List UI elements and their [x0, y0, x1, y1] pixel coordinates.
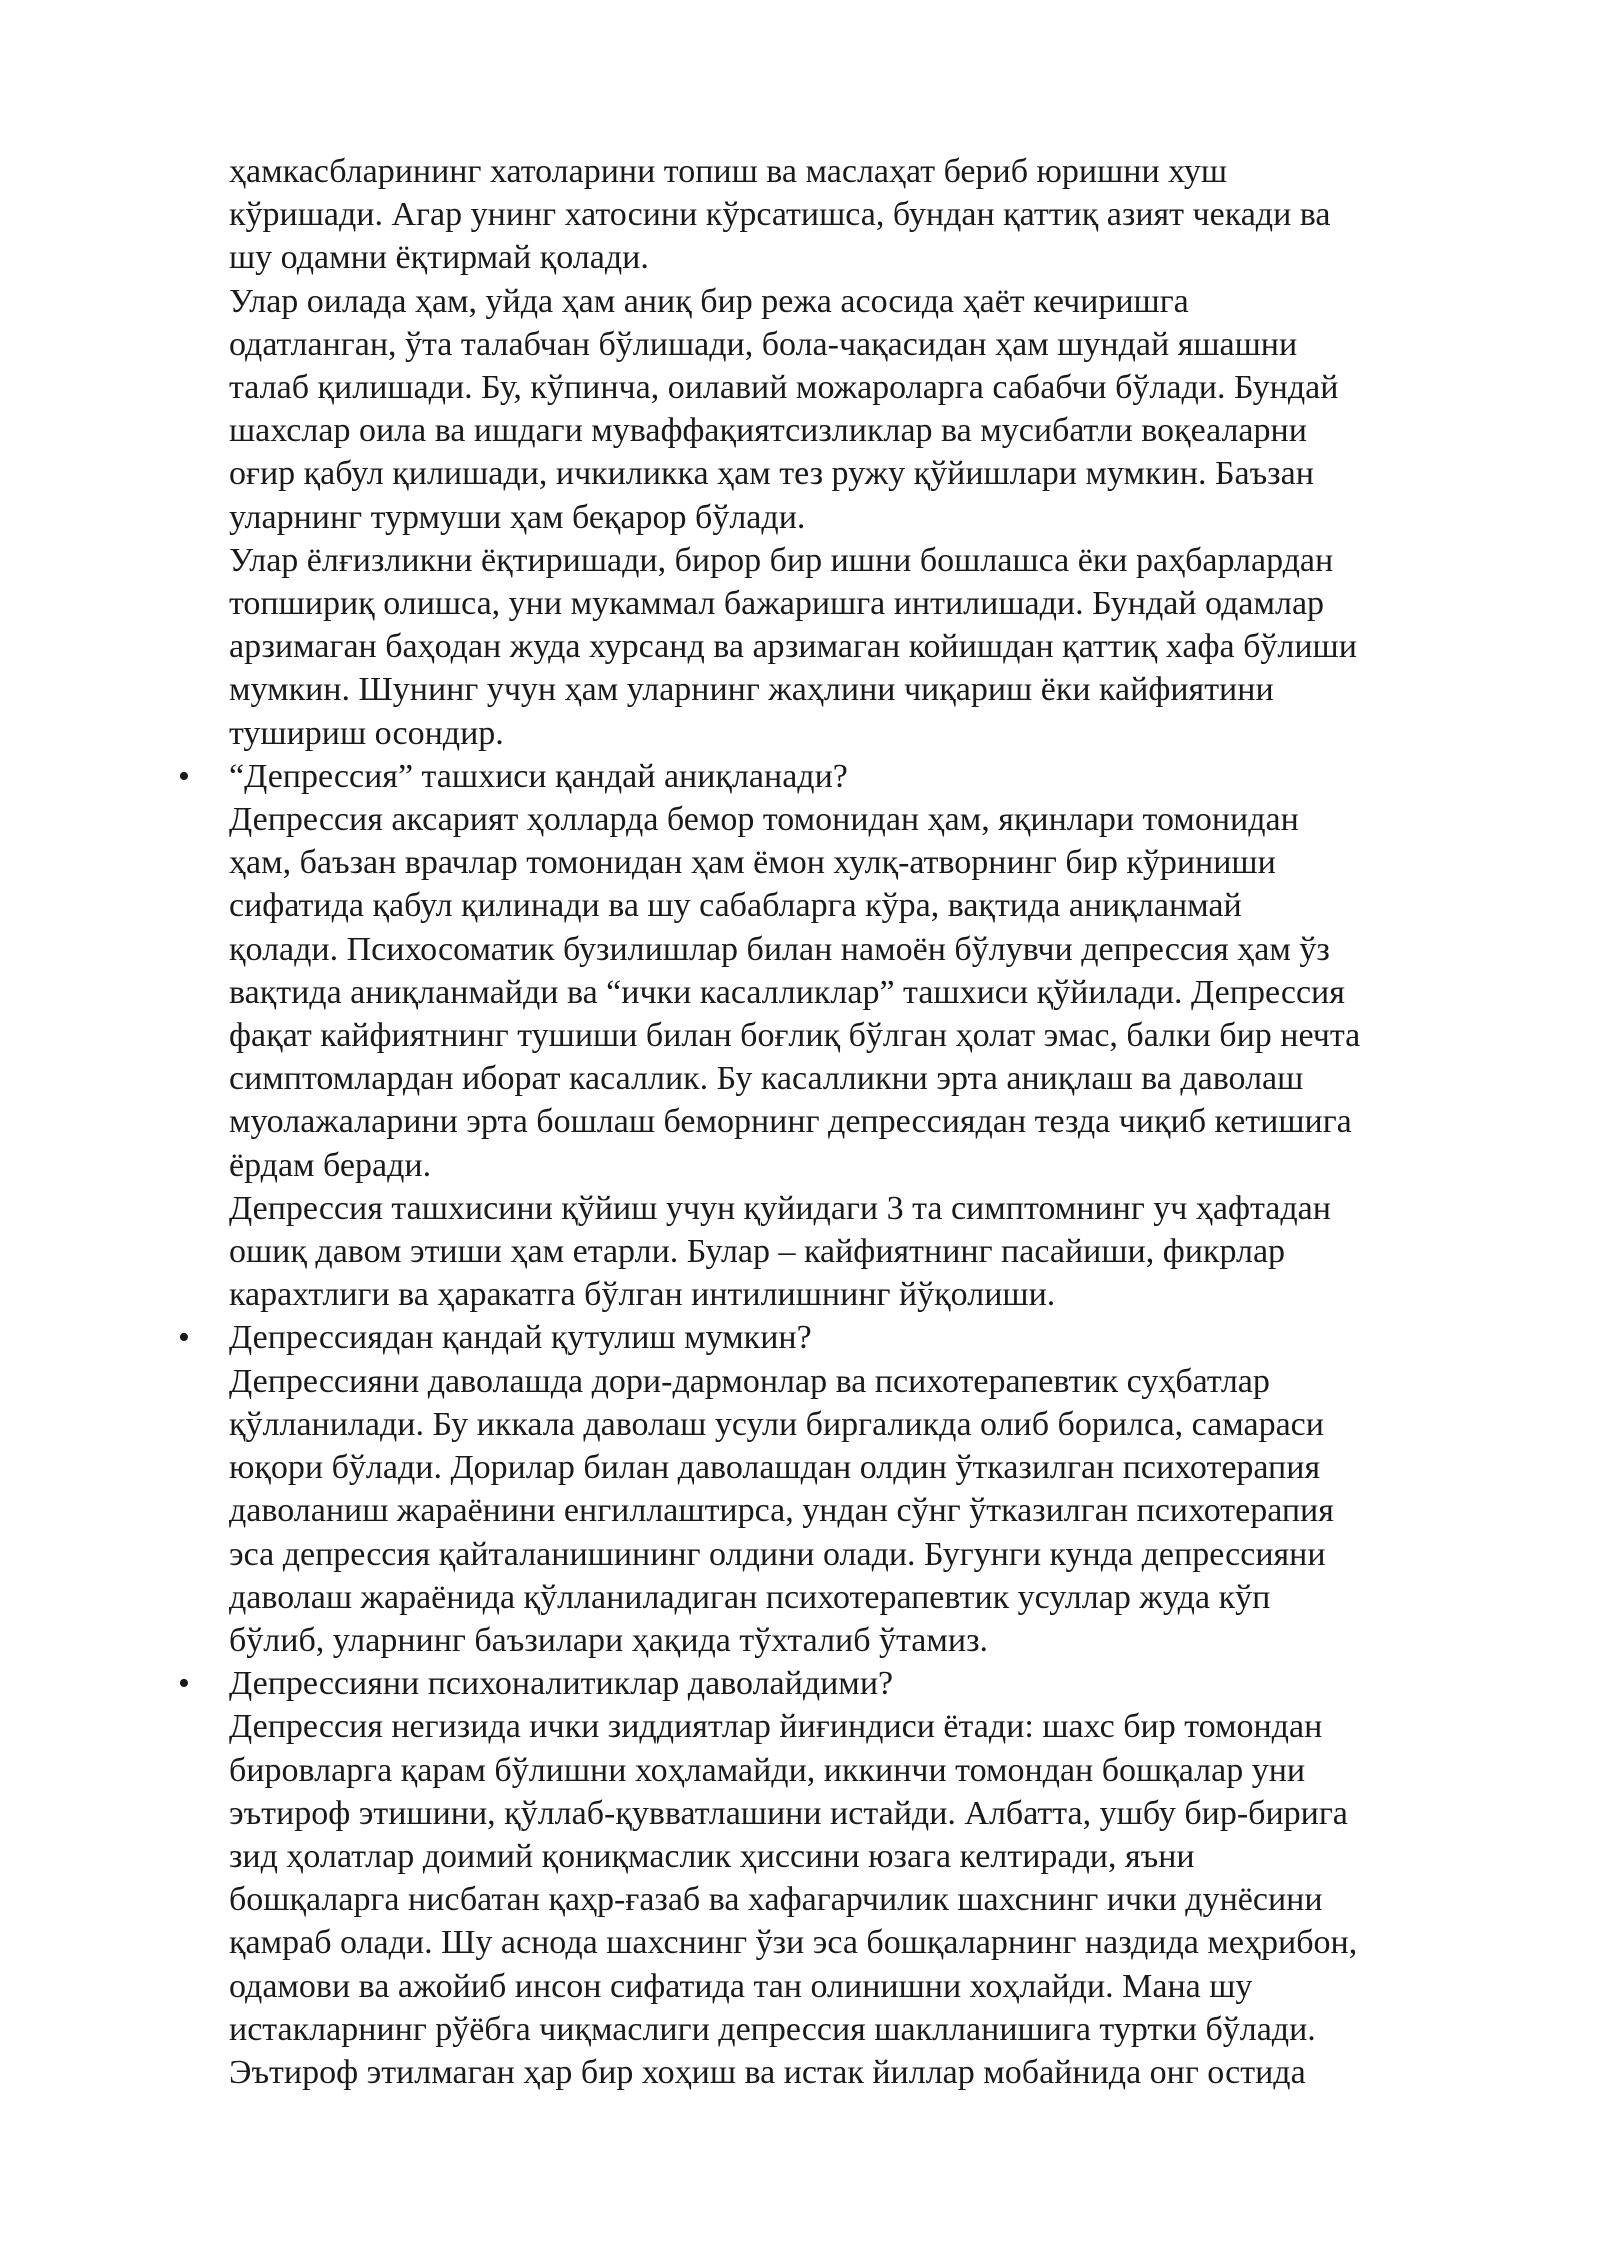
- text-line: Депрессиядан қандай қутулиш мумкин?: [229, 1319, 812, 1357]
- text-line: бошқаларга нисбатан қаҳр-ғазаб ва хафагарчилик шахснинг ички дунёсини: [229, 1881, 1323, 1919]
- bullet-heading: [178, 1316, 1529, 1359]
- text-line: Депрессия аксарият ҳолларда бемор томонидан ҳам, яқинлари томонидан: [229, 801, 1299, 839]
- bullet-heading: [178, 1662, 1529, 1705]
- text-line: Депрессияни психоналитиклар даволайдими?: [229, 1665, 894, 1703]
- paragraph: [229, 280, 1529, 539]
- text-line: даволаниш жараёнини енгиллаштирса, ундан сўнг ўтказилган психотерапия: [229, 1492, 1334, 1530]
- text-line: одамови ва ажойиб инсон сифатида тан олинишни хоҳлайди. Мана шу: [229, 1967, 1253, 2005]
- text-line: Улар ёлғизликни ёқтиришади, бирор бир ишни бошлашса ёки раҳбарлардан: [229, 541, 1334, 579]
- text-line: шахслар оила ва ишдаги муваффақиятсизликлар ва мусибатли воқеаларни: [229, 412, 1307, 450]
- text-line: Депрессия негизида ички зиддиятлар йиғиндиси ётади: шахс бир томондан: [229, 1708, 1323, 1746]
- document-body: [178, 150, 1529, 2094]
- text-line: қамраб олади. Шу аснода шахснинг ўзи эса бошқаларнинг наздида меҳрибон,: [229, 1924, 1358, 1962]
- text-line: зид ҳолатлар доимий қониқмаслик ҳиссини юзага келтиради, яъни: [229, 1837, 1195, 1875]
- text-line: қолади. Психосоматик бузилишлар билан намоён бўлувчи депрессия ҳам ўз: [229, 930, 1330, 968]
- text-line: ҳам, баъзан врачлар томонидан ҳам ёмон хулқ-атворнинг бир кўриниши: [229, 844, 1276, 882]
- paragraph: [229, 1705, 1529, 2094]
- bullet-marker: •: [178, 1665, 190, 1703]
- bullet-heading: [178, 755, 1529, 798]
- text-line: бировларга қарам бўлишни хоҳламайди, иккинчи томондан бошқалар уни: [229, 1751, 1306, 1789]
- paragraph: [229, 798, 1529, 1187]
- text-line: топшириқ олишса, уни мукаммал бажаришга интилишади. Бундай одамлар: [229, 585, 1325, 623]
- text-line: ёрдам беради.: [229, 1146, 432, 1184]
- text-line: эса депрессия қайталанишининг олдини олади. Бугунги кунда депрессияни: [229, 1535, 1326, 1573]
- text-line: Депрессия ташхисини қўйиш учун қуйидаги 3 та симптомнинг уч ҳафтадан: [229, 1189, 1331, 1227]
- text-line: тушириш осондир.: [229, 714, 504, 752]
- paragraph: [229, 1187, 1529, 1317]
- text-line: талаб қилишади. Бу, кўпинча, оилавий можароларга сабабчи бўлади. Бундай: [229, 369, 1339, 407]
- text-line: шу одамни ёқтирмай қолади.: [229, 239, 649, 277]
- text-line: карахтлиги ва ҳаракатга бўлган интилишнинг йўқолиши.: [229, 1276, 1056, 1314]
- paragraph: [229, 539, 1529, 755]
- text-line: “Депрессия” ташхиси қандай аниқланади?: [229, 757, 848, 795]
- bullet-marker: •: [178, 1319, 190, 1357]
- text-line: даволаш жараёнида қўлланиладиган психотерапевтик усуллар жуда кўп: [229, 1578, 1271, 1616]
- text-line: арзимаган баҳодан жуда хурсанд ва арзимаган койишдан қаттиқ хафа бўлиши: [229, 628, 1357, 666]
- text-line: бўлиб, уларнинг баъзилари ҳақида тўхталиб ўтамиз.: [229, 1621, 989, 1659]
- text-line: уларнинг турмуши ҳам беқарор бўлади.: [229, 498, 806, 536]
- text-line: қўлланилади. Бу иккала даволаш усули биргаликда олиб борилса, самараси: [229, 1405, 1324, 1443]
- text-line: вақтида аниқланмайди ва “ички касалликлар” ташхиси қўйилади. Депрессия: [229, 973, 1345, 1011]
- text-line: оғир қабул қилишади, ичкиликка ҳам тез ружу қўйишлари мумкин. Баъзан: [229, 455, 1314, 493]
- text-line: мумкин. Шунинг учун ҳам уларнинг жаҳлини чиқариш ёки кайфиятини: [229, 671, 1274, 709]
- text-line: юқори бўлади. Дорилар билан даволашдан олдин ўтказилган психотерапия: [229, 1449, 1321, 1487]
- text-line: Эътироф этилмаган ҳар бир хоҳиш ва истак йиллар мобайнида онг остида: [229, 2053, 1306, 2091]
- text-line: одатланган, ўта талабчан бўлишади, бола-чақасидан ҳам шундай яшашни: [229, 325, 1298, 363]
- text-line: кўришади. Агар унинг хатосини кўрсатишса, бундан қаттиқ азият чекади ва: [229, 196, 1331, 234]
- text-line: ошиқ давом этиши ҳам етарли. Булар – кайфиятнинг пасайиши, фикрлар: [229, 1233, 1286, 1271]
- text-line: фақат кайфиятнинг тушиши билан боғлиқ бўлган ҳолат эмас, балки бир нечта: [229, 1017, 1361, 1055]
- text-line: Улар оилада ҳам, уйда ҳам аниқ бир режа асосида ҳаёт кечиришга: [229, 282, 1189, 320]
- bullet-marker: •: [178, 757, 190, 795]
- text-line: муолажаларини эрта бошлаш беморнинг депрессиядан тезда чиқиб кетишига: [229, 1103, 1352, 1141]
- paragraph: [229, 1360, 1529, 1662]
- text-line: истакларнинг рўёбга чиқмаслиги депрессия шаклланишига туртки бўлади.: [229, 2010, 1316, 2048]
- paragraph: [229, 150, 1529, 280]
- text-line: ҳамкасбларининг хатоларини топиш ва маслаҳат бериб юришни хуш: [229, 153, 1228, 190]
- text-line: сифатида қабул қилинади ва шу сабабларга кўра, вақтида аниқланмай: [229, 887, 1242, 925]
- text-line: эътироф этишини, қўллаб-қувватлашини истайди. Албатта, ушбу бир-бирига: [229, 1794, 1348, 1832]
- text-line: Депрессияни даволашда дори-дармонлар ва психотерапевтик суҳбатлар: [229, 1362, 1270, 1400]
- text-line: симптомлардан иборат касаллик. Бу касалликни эрта аниқлаш ва даволаш: [229, 1060, 1304, 1098]
